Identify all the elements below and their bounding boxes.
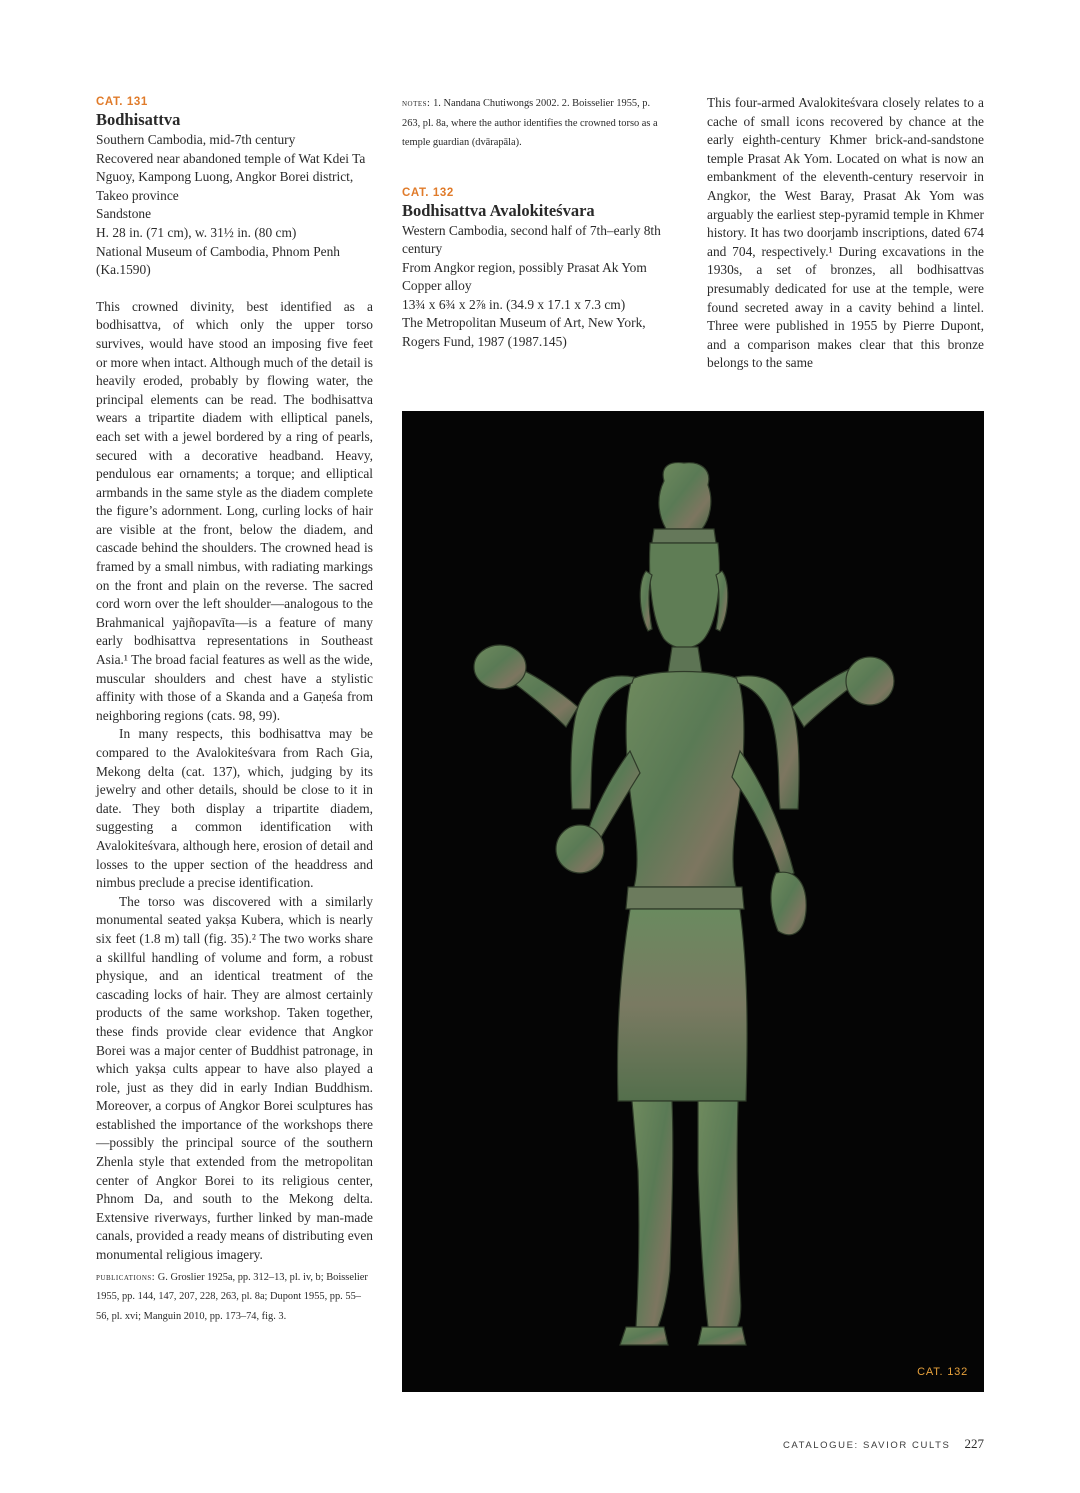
cat-132-meta bbox=[402, 222, 666, 352]
cat-131-dimensions: H. 28 in. (71 cm), w. 31½ in. (80 cm) bbox=[96, 224, 297, 240]
notes-text: 1. Nandana Chutiwongs 2002. 2. Boisselier 1955, p. 263, pl. 8a, where the author identifies the crowned torso as a temple guardian (dvārapāla). bbox=[402, 98, 658, 148]
cat-131-paragraph-3: The torso was discovered with a similarly monumental seated yakṣa Kubera, which is nearly six feet (1.8 m) tall (fig. 35).² The two works share a skillful handling of volume and form, a robust physique, and an identical treatment of the cascading locks of hair. They are almost certainly products of the same workshop. Taken together, these finds provide clear evidence that Angkor Borei was a major center of Buddhist patronage, in which yakṣa cults appear to have also played a role, just as they did in early Indian Buddhism. Moreover, a corpus of Angkor Borei sculptures has established the importance of the workshops there—possibly the principal source of the southern Zhenla style that extended from the metropolitan center of Angkor Borei to its religious center, Phnom Da, and south to the Mekong delta. Extensive riverways, further linked by man-made canals, provided a ready means of distributing even monumental religious imagery. bbox=[96, 893, 373, 1263]
bronze-sculpture-illustration bbox=[402, 411, 984, 1392]
cat-131-collection: National Museum of Cambodia, Phnom Penh (Ka.1590) bbox=[96, 243, 340, 278]
column-cat-132-header bbox=[402, 94, 666, 352]
figure-caption: CAT. 132 bbox=[917, 1366, 968, 1378]
cat-131-provenance: Recovered near abandoned temple of Wat Kdei Ta Nguoy, Kampong Luong, Angkor Borei district, Takeo province bbox=[96, 150, 366, 203]
cat-132-date: Western Cambodia, second half of 7th–early 8th century bbox=[402, 222, 661, 257]
cat-131-date: Southern Cambodia, mid-7th century bbox=[96, 132, 296, 147]
cat-131-title: Bodhisattva bbox=[96, 110, 181, 129]
notes-label: notes: bbox=[402, 98, 431, 109]
cat-131-paragraph-1: This crowned divinity, best identified as a bodhisattva, of which only the upper torso survives, would have stood an imposing five feet or more when intact. Although much of the detail is heavily eroded, probably by flowing water, the principal elements can be read. The bodhisattva wears a tripartite diadem with elliptical panels, each set with a jewel bordered by a ring of pearls, secured with a decorative headband. Heavy, pendulous ear ornaments; a torque; and elliptical armbands in the same style as the diadem complete the figure’s adornment. Long, curling locks of hair are visible at the front, below the diadem, and cascade behind the shoulders. The crowned head is framed by a small nimbus, with radiating markings on the front and plain on the reverse. The sacred cord worn over the left shoulder—analogous to the Brahmanical yajñopavīta—is a feature of many early bodhisattva representations in Southeast Asia.¹ The broad facial features as well as the wide, muscular shoulders and chest have a stylistic affinity with those of a Skanda and a Gaṇeśa from neighboring regions (cats. 98, 99). bbox=[96, 298, 373, 723]
statue bbox=[474, 463, 894, 1345]
cat-131-meta bbox=[96, 131, 373, 280]
cat-132-material: Copper alloy bbox=[402, 278, 472, 294]
page-number: 227 bbox=[964, 1436, 984, 1451]
page-footer bbox=[783, 1436, 984, 1452]
running-head: CATALOGUE: SAVIOR CULTS bbox=[782, 1440, 951, 1451]
cat-132-provenance: From Angkor region, possibly Prasat Ak Yom bbox=[402, 259, 647, 275]
cat-132-title: Bodhisattva Avalokiteśvara bbox=[402, 200, 595, 220]
cat-131-publications bbox=[96, 1268, 373, 1327]
publications-text: G. Groslier 1925a, pp. 312–13, pl. iv, b; Boisselier 1955, pp. 144, 147, 207, 228, 263, pl. 8a; Dupont 1955, pp. 55–56, pl. xvi; Manguin 2010, pp. 173–74, fig. 3. bbox=[96, 1271, 368, 1322]
publications-label: publications: bbox=[96, 1271, 156, 1283]
notes-block bbox=[402, 94, 666, 153]
column-cat-131 bbox=[96, 94, 373, 1326]
cat-131-material: Sandstone bbox=[96, 206, 152, 222]
cat-132-paragraph-1: This four-armed Avalokiteśvara closely relates to a cache of small icons recovered by chance at the early eighth-century Khmer brick-and-sandstone temple Prasat Ak Yom. Located on what is now an embankment of the eleventh-century reservoir in Angkor, the West Baray, Prasat Ak Yom was arguably the earliest step-pyramid temple in Khmer history. It has two doorjamb inscriptions, dated 674 and 704, respectively.¹ During excavations in the 1930s, a set of bronzes, all bodhisattvas presumably dedicated for use at the temple, were found secreted away in a cavity behind a lintel. Three were published in 1955 by Pierre Dupont, and a comparison makes clear that this bronze belongs to the same bbox=[707, 95, 984, 371]
cat-132-label: CAT. 132 bbox=[402, 186, 454, 199]
cat-131-paragraph-2: In many respects, this bodhisattva may be compared to the Avalokiteśvara from Rach Gia, Mekong delta (cat. 137), which, judging by its jewelry and other details, should be close to it in date. They both display a tripartite diadem, suggesting a common identification with Avalokiteśvara, although here, erosion of detail and losses to the upper section of the headdress and nimbus preclude a precise identification. bbox=[96, 726, 373, 891]
cat-132-collection: The Metropolitan Museum of Art, New York, Rogers Fund, 1987 (1987.145) bbox=[402, 315, 646, 350]
figure-bodhisattva-avalokitesvara bbox=[402, 411, 984, 1392]
cat-131-label: CAT. 131 bbox=[96, 96, 148, 108]
column-cat-132-text bbox=[707, 94, 984, 373]
cat-132-dimensions: 13¾ x 6¾ x 2⅞ in. (34.9 x 17.1 x 7.3 cm) bbox=[402, 296, 626, 312]
